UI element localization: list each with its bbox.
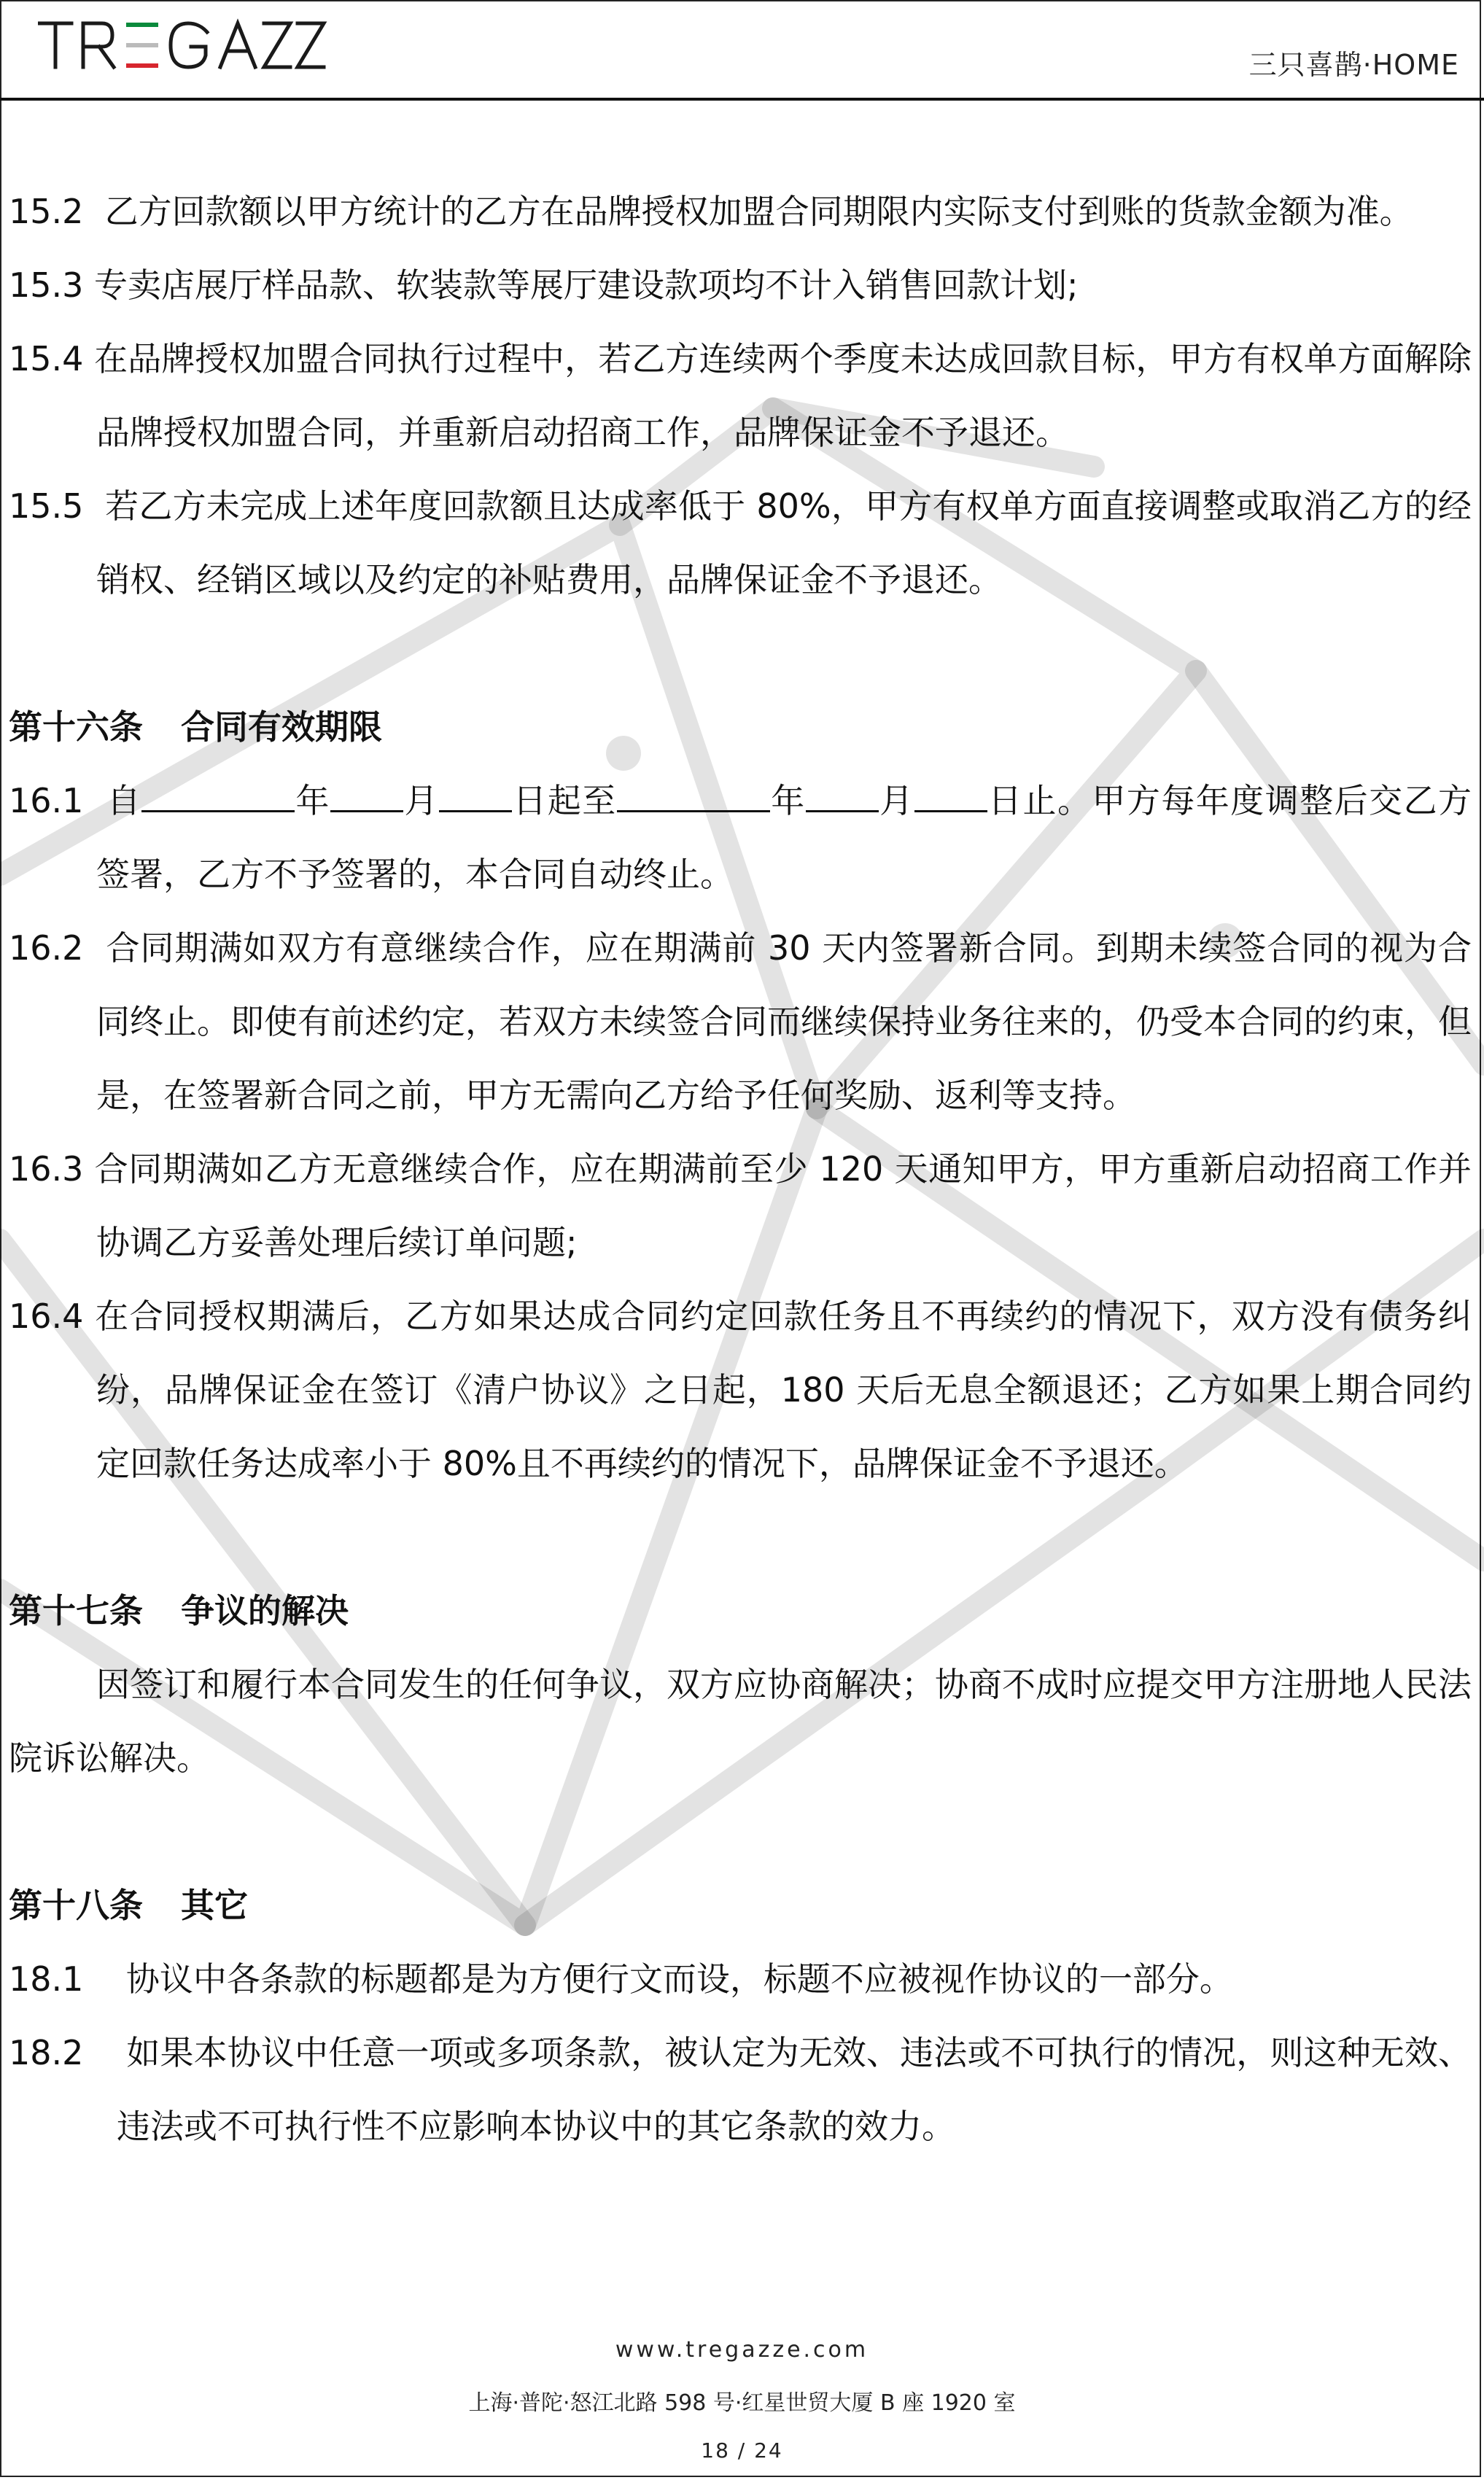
clause-16-4 — [9, 1280, 1475, 1501]
clause-prefix: 自 — [106, 781, 142, 820]
clause-15-3 — [9, 249, 1475, 322]
section-spacer — [9, 1501, 1475, 1574]
page-header — [0, 0, 1484, 102]
tregazze-logo — [38, 16, 337, 74]
clause-text: 如果本协议中任意一项或多项条款，被认定为无效、违法或不可执行的情况，则这种无效、违法或不可执行性不应影响本协议中的其它条款的效力。 — [117, 2033, 1472, 2146]
clause-text: 合同期满如乙方无意继续合作，应在期满前至少 120 天通知甲方，甲方重新启动招商工作并协调乙方妥善处理后续订单问题; — [94, 1149, 1472, 1262]
clause-number: 15.3 — [9, 265, 84, 305]
clause-text: 因签订和履行本合同发生的任何争议，双方应协商解决；协商不成时应提交甲方注册地人民法院诉讼解决。 — [9, 1665, 1472, 1778]
clause-15-2 — [9, 175, 1475, 249]
month2-label: 月 — [878, 781, 914, 820]
clause-18-1 — [9, 1943, 1475, 2016]
clause-text: 甲方每年度调整后交乙方签署，乙方不予签署的，本合同自动终止。 — [96, 781, 1472, 894]
year2-label: 年 — [769, 781, 806, 820]
article-subtitle: 争议的解决 — [181, 1591, 349, 1630]
article-16-heading — [9, 691, 1475, 764]
clause-number: 15.5 — [9, 486, 84, 526]
clause-number: 16.1 — [9, 781, 84, 820]
footer-address: 上海·普陀·怒江北路 598 号·红星世贸大厦 B 座 1920 室 — [468, 2390, 1016, 2416]
article-17-heading — [9, 1574, 1475, 1648]
document-body — [9, 175, 1475, 2164]
end-day-blank[interactable] — [914, 777, 987, 812]
clause-text: 在品牌授权加盟合同执行过程中，若乙方连续两个季度未达成回款目标，甲方有权单方面解除品牌授权加盟合同，并重新启动招商工作，品牌保证金不予退还。 — [94, 339, 1472, 452]
end-year-blank[interactable] — [617, 777, 770, 812]
clause-16-1 — [9, 764, 1475, 911]
start-year-blank[interactable] — [141, 777, 295, 812]
clause-number: 15.2 — [9, 192, 84, 231]
article-subtitle: 合同有效期限 — [181, 707, 382, 747]
clause-text: 乙方回款额以甲方统计的乙方在品牌授权加盟合同期限内实际支付到账的货款金额为准。 — [104, 192, 1413, 231]
clause-15-4 — [9, 322, 1475, 470]
article-title: 第十六条 — [9, 707, 143, 747]
article-17-text — [9, 1648, 1475, 1795]
clause-number: 18.1 — [9, 1959, 84, 1999]
year-label: 年 — [295, 781, 330, 820]
clause-16-3 — [9, 1132, 1475, 1280]
header-brand-text: 三只喜鹊·HOME — [1248, 49, 1459, 81]
clause-number: 15.4 — [9, 339, 84, 378]
section-spacer — [9, 1795, 1475, 1869]
clause-text: 协议中各条款的标题都是为方便行文而设，标题不应被视作协议的一部分。 — [125, 1959, 1233, 1999]
page-footer — [0, 2337, 1484, 2462]
article-subtitle: 其它 — [181, 1886, 248, 1925]
month-label: 月 — [403, 781, 439, 820]
clause-number: 16.3 — [9, 1149, 84, 1189]
article-title: 第十八条 — [9, 1886, 143, 1925]
clause-text: 在合同授权期满后，乙方如果达成合同约定回款任务且不再续约的情况下，双方没有债务纠纷，品牌保证金在签订《清户协议》之日起，180 天后无息全额退还；乙方如果上期合同约定回款任务达成率小于 80%且不再续约的情况下，品牌保证金不予退还。 — [95, 1297, 1472, 1483]
clause-15-5 — [9, 470, 1475, 617]
clause-number: 16.2 — [9, 928, 84, 968]
clause-18-2 — [9, 2016, 1475, 2164]
clause-number: 18.2 — [9, 2033, 84, 2072]
article-18-heading — [9, 1869, 1475, 1943]
section-spacer — [9, 617, 1475, 691]
clause-number: 16.4 — [9, 1297, 84, 1336]
clause-text: 合同期满如双方有意继续合作，应在期满前 30 天内签署新合同。到期未续签合同的视为合同终止。即使有前述约定，若双方未续签合同而继续保持业务往来的，仍受本合同的约束，但是，在签署新合同之前，甲方无需向乙方给予任何奖励、返利等支持。 — [96, 928, 1472, 1115]
clause-text: 专卖店展厅样品款、软装款等展厅建设款项均不计入销售回款计划; — [94, 265, 1079, 305]
start-month-blank[interactable] — [330, 777, 403, 812]
footer-website: www.tregazze.com — [615, 2337, 869, 2363]
clause-16-2 — [9, 911, 1475, 1132]
header-divider — [0, 98, 1484, 101]
day-to-label: 日止。 — [987, 781, 1092, 820]
end-month-blank[interactable] — [806, 777, 879, 812]
start-day-blank[interactable] — [439, 777, 512, 812]
article-title: 第十七条 — [9, 1591, 143, 1630]
day-from-label: 日起至 — [511, 781, 617, 820]
page-number: 18 / 24 — [701, 2438, 783, 2462]
clause-text: 若乙方未完成上述年度回款额且达成率低于 80%，甲方有权单方面直接调整或取消乙方的经销权、经销区域以及约定的补贴费用，品牌保证金不予退还。 — [96, 486, 1472, 599]
